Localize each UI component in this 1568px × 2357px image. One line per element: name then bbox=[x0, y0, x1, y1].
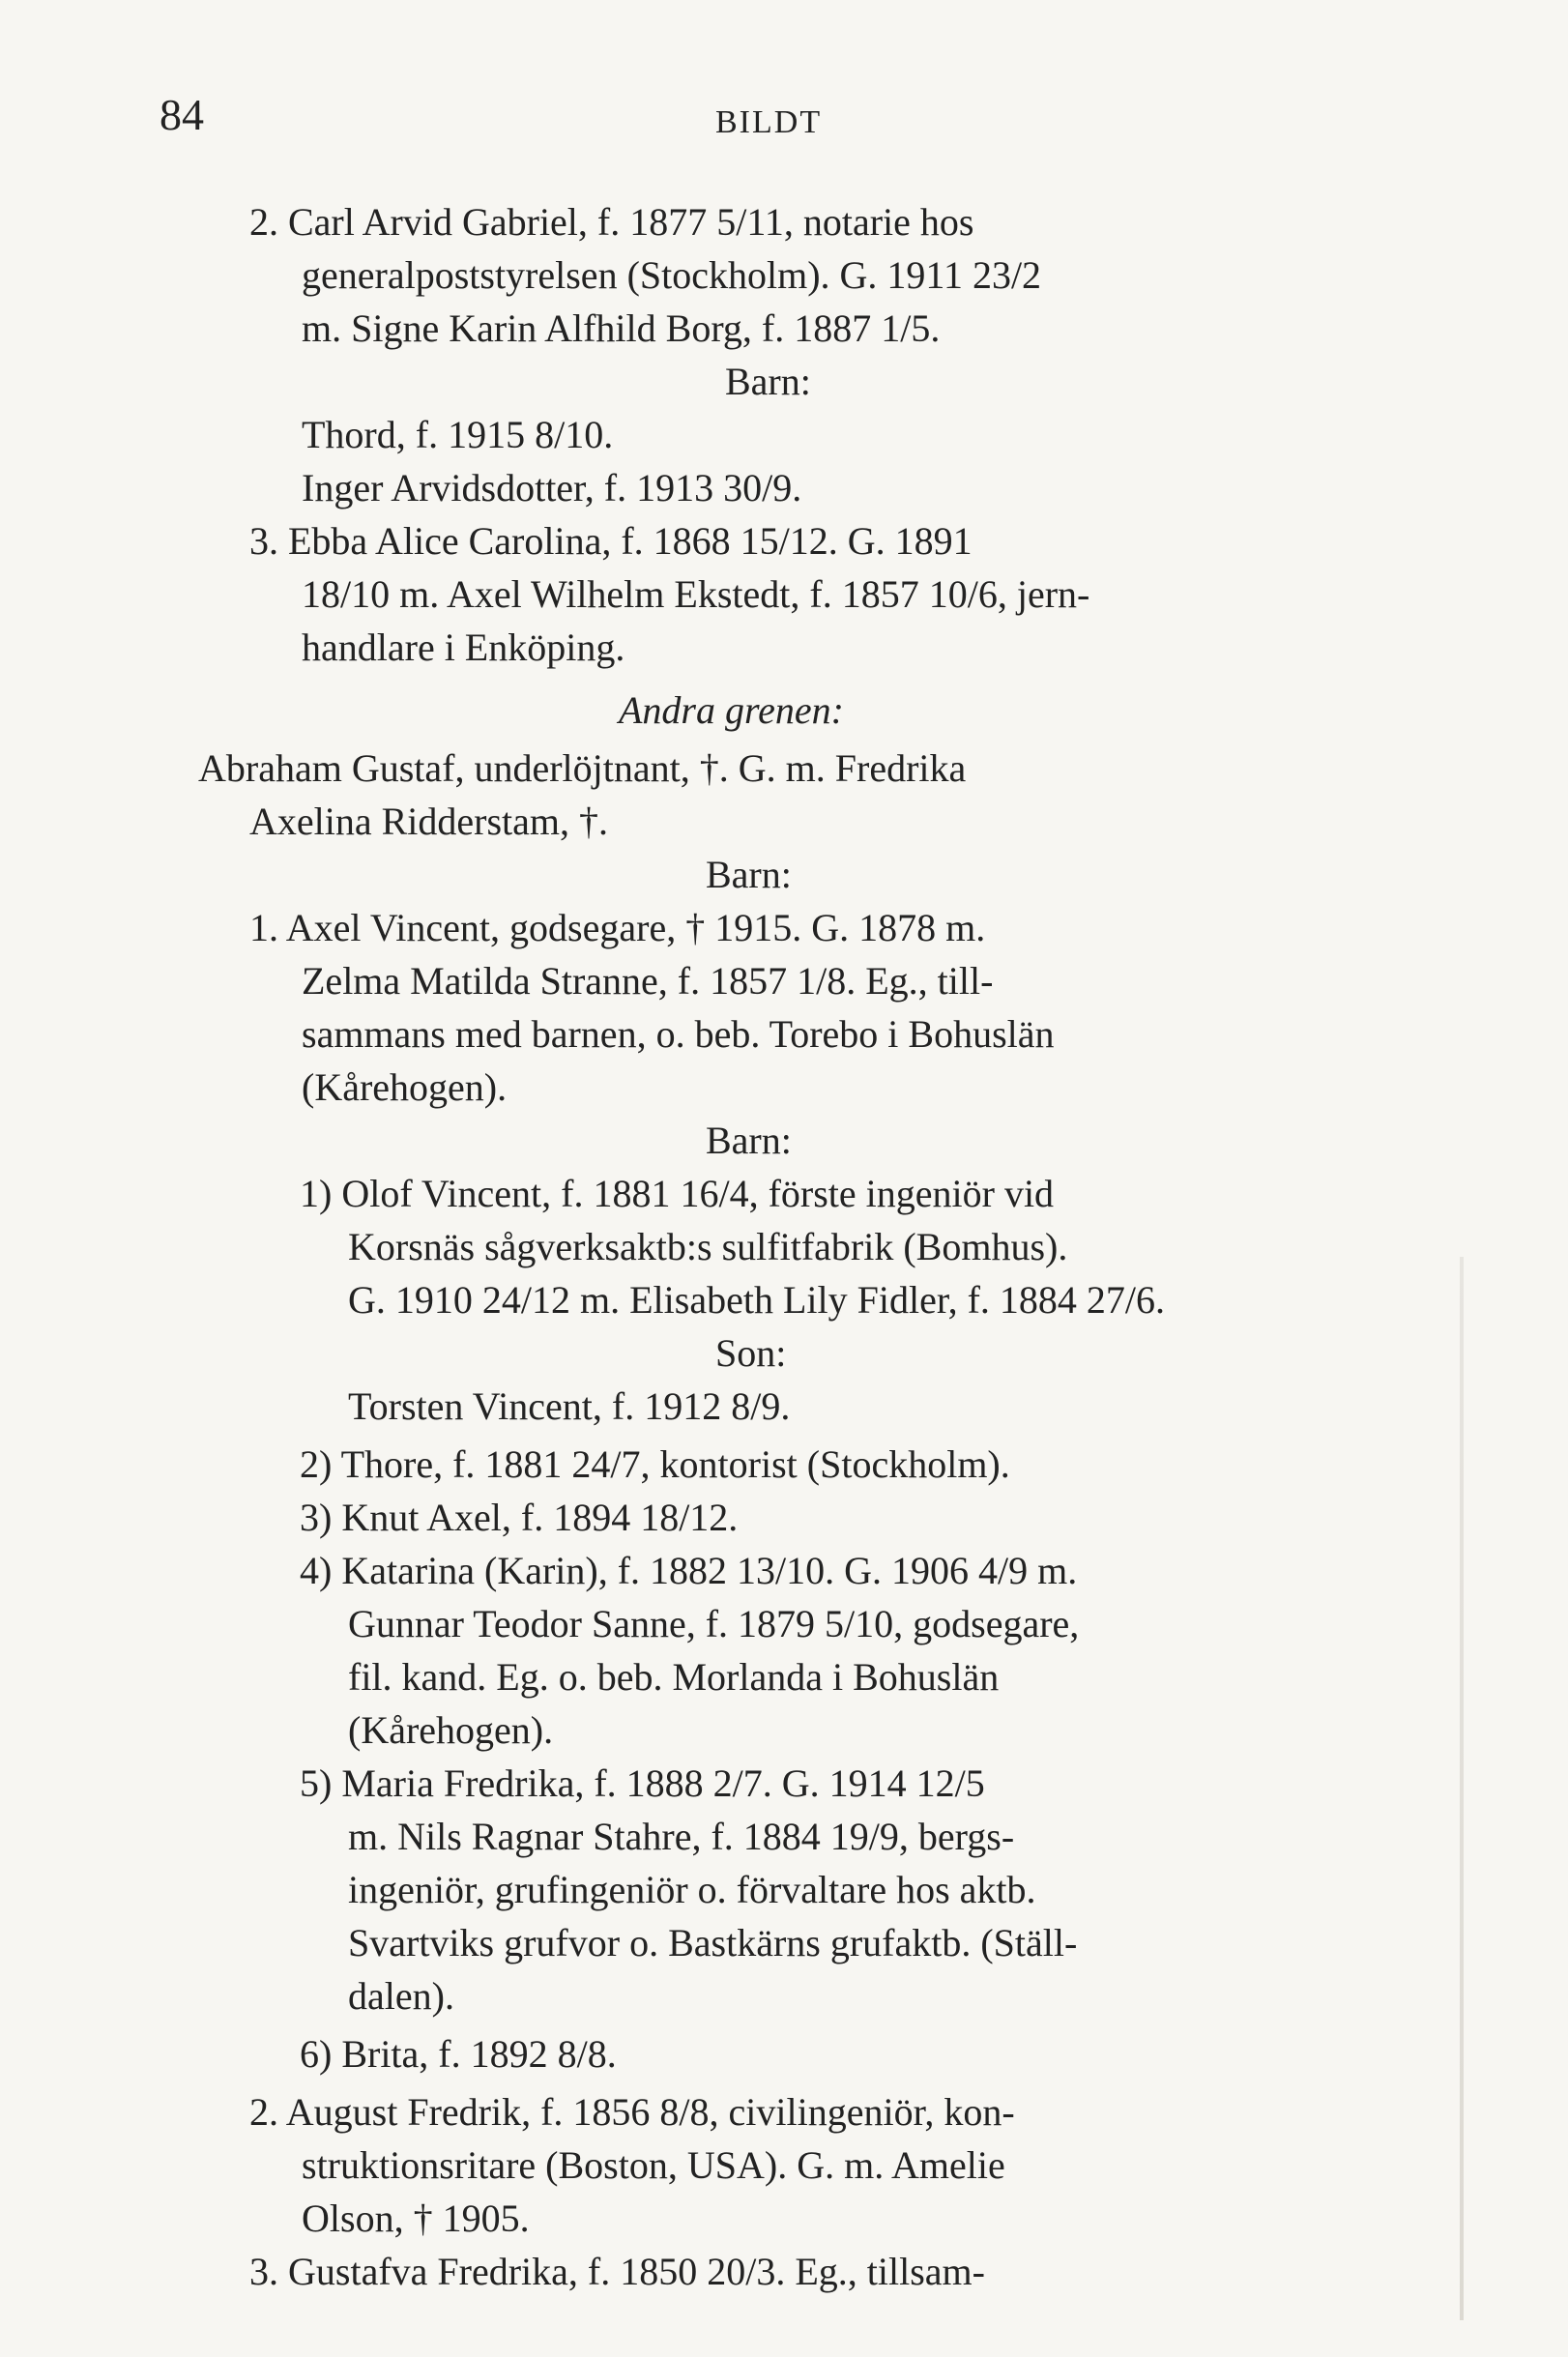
text-line: ingeniör, grufingeniör o. förvaltare hos aktb. bbox=[348, 1868, 1036, 1911]
text-line: dalen). bbox=[348, 1974, 454, 2018]
text-line: Svartviks grufvor o. Bastkärns grufaktb. (Ställ- bbox=[348, 1921, 1078, 1964]
section-heading: Andra grenen: bbox=[619, 688, 844, 732]
text-line: 5) Maria Fredrika, f. 1888 2/7. G. 1914 12/5 bbox=[300, 1761, 985, 1805]
page-number: 84 bbox=[160, 90, 204, 139]
text-line: 6) Brita, f. 1892 8/8. bbox=[300, 2032, 617, 2076]
text-line: sammans med barnen, o. beb. Torebo i Bohuslän bbox=[302, 1012, 1055, 1056]
text-line: 1. Axel Vincent, godsegare, † 1915. G. 1878 m. bbox=[249, 906, 986, 949]
text-line: 2) Thore, f. 1881 24/7, kontorist (Stockholm). bbox=[300, 1442, 1010, 1486]
text-line: Olson, † 1905. bbox=[302, 2197, 530, 2240]
text-line: Korsnäs sågverksaktb:s sulfitfabrik (Bomhus). bbox=[348, 1225, 1068, 1268]
text-line: 2. Carl Arvid Gabriel, f. 1877 5/11, notarie hos bbox=[249, 200, 974, 244]
text-line: 3) Knut Axel, f. 1894 18/12. bbox=[300, 1496, 739, 1539]
text-line: 1) Olof Vincent, f. 1881 16/4, förste ingeniör vid bbox=[300, 1172, 1055, 1215]
text-line: 4) Katarina (Karin), f. 1882 13/10. G. 1906 4/9 m. bbox=[300, 1549, 1078, 1592]
subheading: Son: bbox=[715, 1331, 787, 1375]
text-line: m. Nils Ragnar Stahre, f. 1884 19/9, bergs- bbox=[348, 1815, 1015, 1858]
text-line: fil. kand. Eg. o. beb. Morlanda i Bohuslän bbox=[348, 1655, 1000, 1699]
text-line: 2. August Fredrik, f. 1856 8/8, civilingeniör, kon- bbox=[249, 2090, 1015, 2134]
text-line: 3. Ebba Alice Carolina, f. 1868 15/12. G. 1891 bbox=[249, 519, 973, 563]
subheading: Barn: bbox=[706, 853, 792, 896]
subheading: Barn: bbox=[725, 360, 811, 403]
text-line: Gunnar Teodor Sanne, f. 1879 5/10, godsegare, bbox=[348, 1602, 1080, 1645]
text-line: (Kårehogen). bbox=[348, 1708, 554, 1752]
text-line: G. 1910 24/12 m. Elisabeth Lily Fidler, f. 1884 27/6. bbox=[348, 1278, 1165, 1322]
text-line: handlare i Enköping. bbox=[302, 626, 625, 669]
text-line: struktionsritare (Boston, USA). G. m. Amelie bbox=[302, 2143, 1005, 2187]
text-line: Axelina Ridderstam, †. bbox=[249, 800, 609, 843]
text-line: Zelma Matilda Stranne, f. 1857 1/8. Eg., till- bbox=[302, 959, 994, 1003]
text-line: Abraham Gustaf, underlöjtnant, †. G. m. Fredrika bbox=[198, 746, 967, 790]
text-line: Inger Arvidsdotter, f. 1913 30/9. bbox=[302, 466, 802, 509]
running-header: BILDT bbox=[715, 104, 823, 140]
text-line: 3. Gustafva Fredrika, f. 1850 20/3. Eg., tillsam- bbox=[249, 2250, 985, 2293]
text-line: 18/10 m. Axel Wilhelm Ekstedt, f. 1857 10/6, jern- bbox=[302, 572, 1090, 616]
subheading: Barn: bbox=[706, 1119, 792, 1162]
text-line: generalpoststyrelsen (Stockholm). G. 1911 23/2 bbox=[302, 253, 1042, 297]
text-line: Torsten Vincent, f. 1912 8/9. bbox=[348, 1384, 791, 1428]
text-line: Thord, f. 1915 8/10. bbox=[302, 413, 614, 456]
text-line: (Kårehogen). bbox=[302, 1065, 508, 1109]
page-edge-shadow bbox=[1460, 1257, 1464, 2320]
text-line: m. Signe Karin Alfhild Borg, f. 1887 1/5. bbox=[302, 306, 941, 350]
